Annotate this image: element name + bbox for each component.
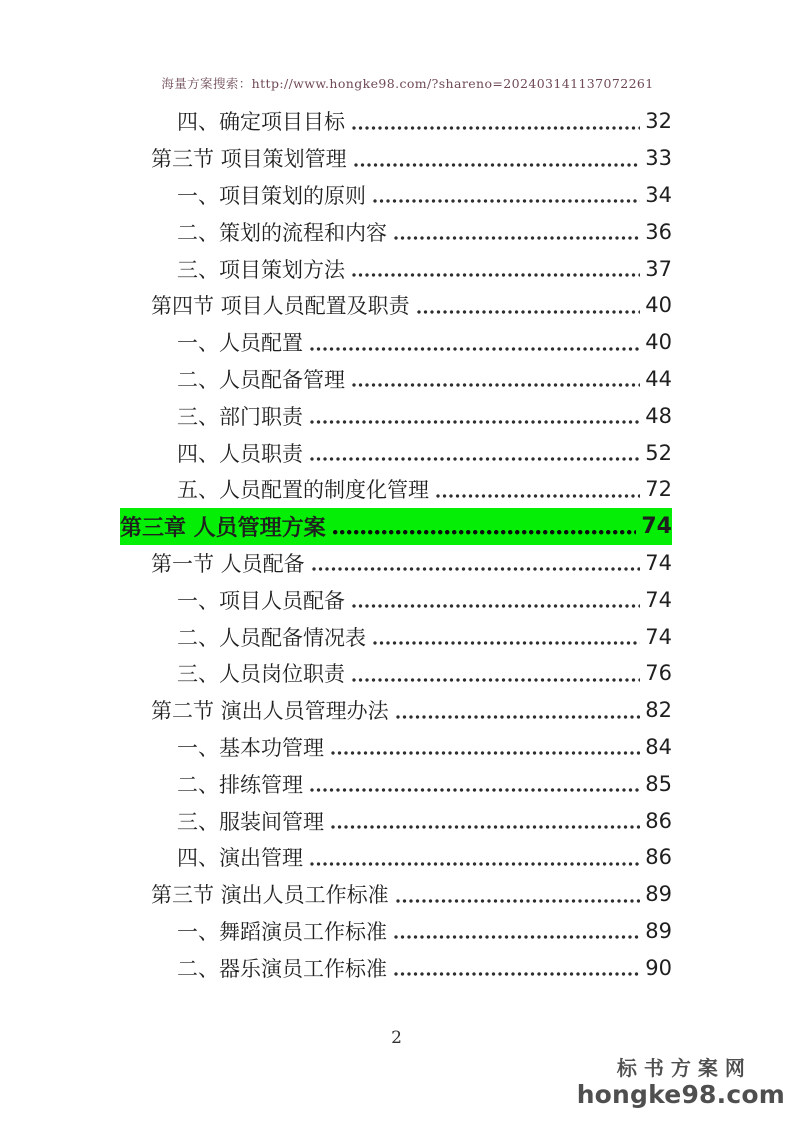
toc-entry-page: 86 [645, 845, 672, 870]
toc-entry-page: 44 [645, 366, 672, 391]
toc-entry-label: 五、人员配置的制度化管理 [177, 478, 429, 503]
toc-entry-label: 一、舞蹈演员工作标准 [177, 919, 387, 944]
toc-entry-label: 第一节 人员配备 [151, 551, 305, 576]
toc-entry-label: 第三章 人员管理方案 [120, 515, 326, 541]
toc-entry-page: 34 [645, 182, 672, 207]
table-of-contents [120, 103, 672, 986]
toc-entry-label: 二、排练管理 [177, 772, 303, 797]
toc-leader-dots [310, 839, 640, 876]
toc-entry[interactable] [120, 802, 672, 839]
toc-entry-label: 二、器乐演员工作标准 [177, 956, 387, 981]
toc-entry[interactable] [120, 508, 672, 545]
site-logo-url: hongke98.com [576, 1080, 785, 1109]
toc-leader-dots [331, 729, 640, 766]
toc-entry-page: 82 [645, 698, 672, 723]
toc-entry-label: 第四节 项目人员配置及职责 [151, 294, 410, 319]
toc-entry-page: 48 [645, 403, 672, 428]
toc-entry[interactable] [120, 434, 672, 471]
toc-entry-page: 74 [645, 550, 672, 575]
toc-entry[interactable] [120, 876, 672, 913]
toc-entry[interactable] [120, 949, 672, 986]
site-logo-name: 标书方案网 [616, 1056, 752, 1080]
toc-entry-label: 第三节 项目策划管理 [151, 147, 347, 172]
toc-entry[interactable] [120, 177, 672, 214]
toc-entry-page: 90 [645, 955, 672, 980]
toc-entry-page: 85 [645, 771, 672, 796]
toc-leader-dots [352, 581, 640, 618]
toc-leader-dots [310, 324, 640, 361]
toc-leader-dots [312, 545, 641, 582]
toc-entry-page: 52 [645, 440, 672, 465]
toc-leader-dots [417, 287, 641, 324]
toc-leader-dots [352, 655, 640, 692]
toc-entry-page: 89 [645, 918, 672, 943]
toc-leader-dots [394, 949, 640, 986]
toc-entry-label: 三、部门职责 [177, 404, 303, 429]
toc-entry-label: 三、服装间管理 [177, 809, 324, 834]
toc-entry[interactable] [120, 545, 672, 582]
toc-entry[interactable] [120, 397, 672, 434]
toc-entry-page: 84 [645, 734, 672, 759]
toc-leader-dots [373, 177, 640, 214]
toc-entry[interactable] [120, 250, 672, 287]
toc-entry-label: 一、基本功管理 [177, 735, 324, 760]
toc-entry-page: 40 [645, 330, 672, 355]
toc-entry-page: 40 [645, 293, 672, 318]
toc-entry-label: 第三节 演出人员工作标准 [151, 883, 389, 908]
toc-entry-page: 74 [645, 624, 672, 649]
toc-entry[interactable] [120, 765, 672, 802]
toc-entry-label: 三、项目策划方法 [177, 257, 345, 282]
toc-entry[interactable] [120, 287, 672, 324]
watermark-header: 海量方案搜索：http://www.hongke98.com/?shareno=202403141137072261 [161, 76, 654, 91]
toc-leader-dots [310, 397, 640, 434]
toc-entry-page: 33 [645, 146, 672, 171]
toc-entry[interactable] [120, 692, 672, 729]
toc-entry-page: 37 [645, 256, 672, 281]
toc-entry[interactable] [120, 213, 672, 250]
toc-entry-label: 二、人员配备管理 [177, 367, 345, 392]
toc-leader-dots [352, 250, 640, 287]
toc-leader-dots [333, 508, 637, 545]
toc-entry-page: 86 [645, 808, 672, 833]
toc-leader-dots [436, 471, 640, 508]
toc-entry-label: 二、策划的流程和内容 [177, 220, 387, 245]
toc-leader-dots [373, 618, 640, 655]
toc-entry[interactable] [120, 839, 672, 876]
toc-entry-page: 76 [645, 661, 672, 686]
toc-leader-dots [310, 434, 640, 471]
toc-leader-dots [352, 103, 640, 140]
toc-leader-dots [394, 913, 640, 950]
toc-entry-page: 74 [641, 513, 672, 539]
toc-leader-dots [354, 140, 641, 177]
toc-entry[interactable] [120, 581, 672, 618]
toc-entry[interactable] [120, 140, 672, 177]
toc-entry-label: 四、确定项目目标 [177, 110, 345, 135]
toc-entry[interactable] [120, 655, 672, 692]
toc-leader-dots [331, 802, 640, 839]
toc-leader-dots [396, 692, 641, 729]
toc-entry-label: 三、人员岗位职责 [177, 662, 345, 687]
toc-entry-page: 89 [645, 882, 672, 907]
toc-entry-label: 四、人员职责 [177, 441, 303, 466]
toc-entry[interactable] [120, 729, 672, 766]
toc-entry-label: 四、演出管理 [177, 846, 303, 871]
toc-entry-label: 二、人员配备情况表 [177, 625, 366, 650]
toc-entry[interactable] [120, 103, 672, 140]
page-number: 2 [391, 1028, 402, 1048]
toc-entry-page: 32 [645, 109, 672, 134]
toc-entry-label: 第二节 演出人员管理办法 [151, 699, 389, 724]
toc-leader-dots [352, 361, 640, 398]
toc-leader-dots [396, 876, 641, 913]
toc-entry-page: 74 [645, 587, 672, 612]
toc-entry[interactable] [120, 361, 672, 398]
toc-leader-dots [310, 765, 640, 802]
toc-entry-label: 一、项目策划的原则 [177, 183, 366, 208]
toc-entry[interactable] [120, 324, 672, 361]
toc-leader-dots [394, 213, 640, 250]
toc-entry-label: 一、人员配置 [177, 331, 303, 356]
toc-entry[interactable] [120, 618, 672, 655]
toc-entry[interactable] [120, 913, 672, 950]
toc-entry-page: 72 [645, 477, 672, 502]
toc-entry[interactable] [120, 471, 672, 508]
site-logo [577, 1055, 785, 1109]
toc-entry-page: 36 [645, 219, 672, 244]
toc-entry-label: 一、项目人员配备 [177, 588, 345, 613]
